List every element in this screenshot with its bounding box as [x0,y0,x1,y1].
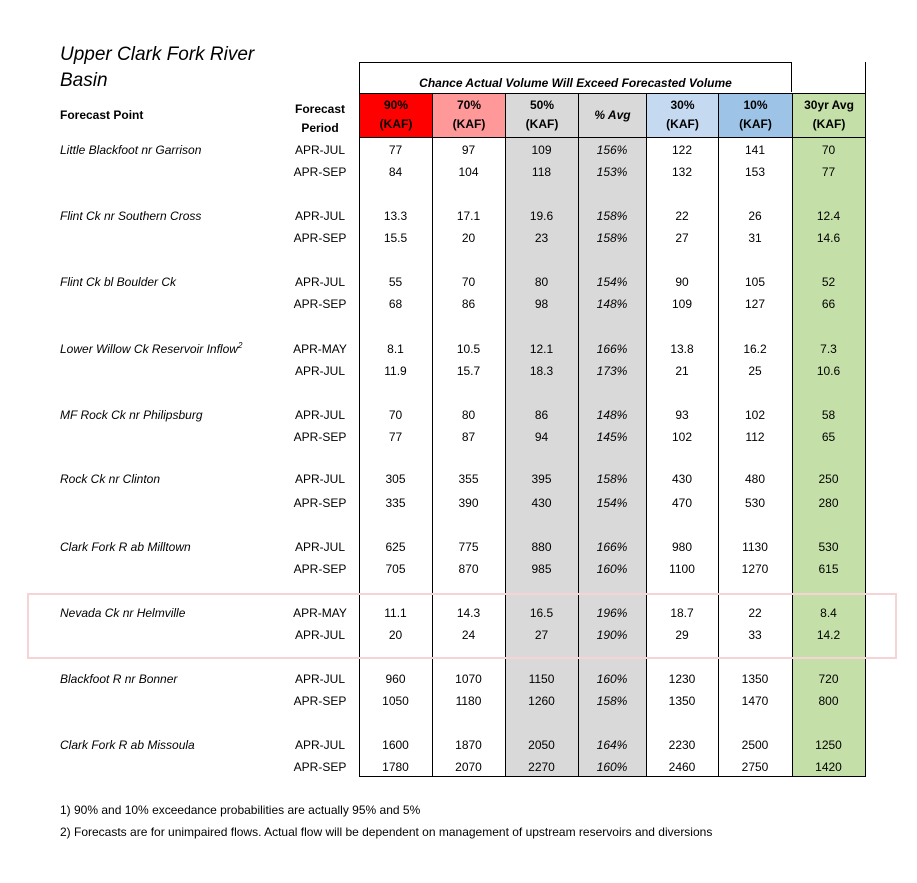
value-p90: 1780 [382,760,409,774]
value-avg30: 800 [818,694,839,708]
value-pavg: 145% [596,430,628,444]
value-p70: 355 [458,472,479,486]
column-header-p50 [505,93,578,137]
value-p10: 31 [748,231,762,245]
forecast-period: APR-JUL [294,364,345,378]
value-pavg: 164% [596,738,628,752]
value-pavg: 190% [596,628,628,642]
value-avg30: 8.4 [820,606,837,620]
value-p70: 17.1 [456,209,481,223]
value-pavg: 166% [596,540,628,554]
value-p50: 118 [531,165,552,179]
forecast-point-label: Blackfoot R nr Bonner [60,672,178,686]
column-header-line-1: 30% [670,98,695,112]
forecast-point-name [60,404,285,426]
value-p70: 70 [461,275,476,289]
value-pavg: 153% [596,165,628,179]
table-row [0,338,917,360]
value-p70: 1180 [455,694,482,708]
column-header-line-2: (KAF) [525,117,559,131]
value-p50: 16.5 [529,606,554,620]
column-header-line-1: 90% [383,98,409,112]
grid-hline-header-bottom [359,137,866,138]
table-row [0,734,917,756]
value-p30: 1350 [668,694,696,708]
value-p10: 2500 [741,738,769,752]
value-p90: 705 [385,562,406,576]
table-row [0,690,917,712]
value-p70: 97 [461,143,476,157]
forecast-period: APR-MAY [293,606,347,620]
value-p30: 90 [675,275,689,289]
value-avg30: 250 [818,472,839,486]
forecast-period: APR-JUL [294,672,345,686]
forecast-point-name [60,205,285,227]
value-p10: 22 [748,606,762,620]
column-header-line-1: % Avg [594,107,631,122]
forecast-period: APR-JUL [294,143,345,157]
value-p10: 153 [744,165,766,179]
column-header-line-1: 50% [529,98,555,112]
value-p70: 1070 [455,672,482,686]
forecast-period: APR-SEP [293,231,347,245]
forecast-point-label: Little Blackfoot nr Garrison [60,143,202,157]
value-p90: 11.1 [384,606,407,620]
value-avg30: 1420 [815,760,842,774]
forecast-point-name [60,271,285,293]
forecast-point-label: MF Rock Ck nr Philipsburg [60,408,203,422]
basin-title-line-1: Upper Clark Fork River [60,44,255,65]
footnote-1: 1) 90% and 10% exceedance probabilities are actually 95% and 5% [60,803,421,817]
value-avg30: 66 [821,297,836,311]
value-p70: 104 [458,165,479,179]
value-avg30: 10.6 [816,364,841,378]
value-pavg: 154% [596,275,628,289]
value-pavg: 166% [596,342,628,356]
group-header: Chance Actual Volume Will Exceed Forecasted Volume [419,76,732,90]
forecast-period: APR-SEP [293,430,347,444]
value-pavg: 158% [596,209,628,223]
value-p10: 1130 [742,540,768,554]
value-avg30: 70 [821,143,836,157]
value-p70: 80 [461,408,476,422]
value-p70: 390 [458,496,479,510]
value-p90: 55 [388,275,403,289]
value-p50: 395 [531,472,552,486]
column-header-line-2: (KAF) [812,117,846,131]
forecast-point-label: Flint Ck nr Southern Cross [60,209,202,223]
value-p30: 29 [675,628,689,642]
forecast-period: APR-JUL [294,472,345,486]
value-p90: 77 [388,430,403,444]
basin-title-line-2: Basin [60,70,108,91]
value-p30: 2230 [668,738,696,752]
forecast-period-header [287,100,353,138]
value-p70: 10.5 [456,342,481,356]
table-row [0,161,917,183]
value-pavg: 156% [596,143,628,157]
value-avg30: 77 [821,165,836,179]
value-p50: 19.6 [529,209,554,223]
value-p70: 2070 [455,760,482,774]
value-p10: 25 [748,364,762,378]
value-p70: 86 [461,297,476,311]
value-p90: 8.1 [387,342,404,356]
value-p30: 102 [671,430,693,444]
value-p90: 13.3 [383,209,408,223]
table-row [0,468,917,490]
column-header-line-2: (KAF) [739,117,772,131]
value-avg30: 530 [818,540,839,554]
value-p50: 1150 [528,672,555,686]
table-row [0,756,917,778]
value-p30: 18.7 [670,606,694,620]
value-p30: 1230 [668,672,696,686]
table-row [0,426,917,448]
value-p50: 2050 [528,738,555,752]
table-row [0,139,917,161]
column-header-line-2: (KAF) [452,117,486,131]
column-header-line-2: (KAF) [666,117,699,131]
value-p70: 870 [458,562,479,576]
value-p50: 109 [531,143,552,157]
forecast-point-label: Clark Fork R ab Milltown [60,540,191,554]
value-pavg: 158% [596,472,628,486]
column-header-p70 [432,93,505,137]
footnote-marker: 2 [237,341,243,350]
forecast-point-name [60,734,285,756]
value-p70: 20 [461,231,476,245]
value-avg30: 58 [821,408,836,422]
table-row [0,271,917,293]
value-avg30: 65 [821,430,836,444]
value-p30: 132 [671,165,693,179]
forecast-period: APR-JUL [294,209,345,223]
value-p30: 109 [671,297,693,311]
forecast-period: APR-JUL [294,540,345,554]
value-p30: 22 [675,209,689,223]
value-pavg: 148% [596,297,628,311]
table-row [0,668,917,690]
value-avg30: 52 [821,275,836,289]
forecast-period-header-line-1: Forecast [294,102,346,116]
highlighted-station-box [27,593,897,659]
value-p10: 141 [744,143,766,157]
value-p10: 16.2 [743,342,767,356]
forecast-period: APR-MAY [293,342,347,356]
column-header-pavg [578,93,646,137]
value-p50: 2270 [528,760,555,774]
table-row [0,293,917,315]
value-p90: 68 [388,297,403,311]
value-p50: 430 [531,496,552,510]
value-p70: 87 [461,430,476,444]
value-pavg: 148% [596,408,628,422]
forecast-period: APR-SEP [293,496,347,510]
value-p70: 24 [461,628,476,642]
value-p50: 1260 [528,694,555,708]
column-header-p30 [646,93,718,137]
value-avg30: 14.6 [816,231,841,245]
value-pavg: 160% [596,672,628,686]
value-p90: 625 [385,540,406,554]
table-row [0,205,917,227]
forecast-point-label: Nevada Ck nr Helmville [60,606,186,620]
value-p30: 980 [671,540,693,554]
value-p70: 15.7 [456,364,481,378]
forecast-point-label: Flint Ck bl Boulder Ck [60,275,177,289]
value-p10: 480 [744,472,766,486]
column-header-p10 [718,93,792,137]
forecast-period: APR-JUL [294,738,345,752]
forecast-period: APR-JUL [294,408,345,422]
value-p90: 305 [385,472,406,486]
column-header-line-2: (KAF) [379,117,413,131]
column-header-line-1: 70% [456,98,482,112]
table-row [0,227,917,249]
value-pavg: 173% [596,364,628,378]
value-avg30: 1250 [815,738,842,752]
forecast-period: APR-SEP [293,297,347,311]
value-p90: 77 [388,143,403,157]
forecast-period: APR-SEP [293,760,347,774]
value-pavg: 154% [596,496,628,510]
value-p50: 98 [534,297,549,311]
value-p50: 18.3 [529,364,554,378]
value-p10: 105 [744,275,766,289]
value-p90: 960 [385,672,406,686]
forecast-point-name [60,139,285,161]
value-p30: 93 [675,408,689,422]
forecast-period: APR-JUL [294,275,345,289]
value-p30: 1100 [669,562,695,576]
value-pavg: 158% [596,231,628,245]
forecast-point-name [60,338,285,360]
value-avg30: 12.4 [816,209,841,223]
column-header-avg30 [792,93,865,137]
value-avg30: 615 [818,562,839,576]
forecast-point-label: Rock Ck nr Clinton [60,472,161,486]
value-p10: 33 [748,628,762,642]
value-pavg: 160% [596,562,628,576]
value-avg30: 7.3 [820,342,837,356]
value-p90: 335 [385,496,406,510]
column-header-line-1: 10% [743,98,768,112]
table-row [0,360,917,382]
value-p10: 26 [748,209,762,223]
grid-hline-header-top [359,93,866,94]
value-p30: 122 [671,143,693,157]
value-p10: 1470 [741,694,769,708]
value-avg30: 720 [818,672,839,686]
value-p70: 1870 [455,738,482,752]
forecast-point-name [60,468,285,490]
value-p50: 12.1 [529,342,554,356]
value-p30: 27 [675,231,689,245]
value-p10: 2750 [741,760,769,774]
value-p90: 15.5 [383,231,408,245]
value-p70: 14.3 [456,606,481,620]
value-p10: 530 [744,496,766,510]
value-p90: 1050 [382,694,409,708]
value-p50: 80 [534,275,549,289]
forecast-period: APR-SEP [293,694,347,708]
column-header-line-1: 30yr Avg [804,98,854,112]
column-header-p90 [359,93,432,137]
value-pavg: 158% [596,694,628,708]
forecast-period: APR-SEP [293,165,347,179]
value-p30: 21 [675,364,689,378]
table-row [0,558,917,580]
value-avg30: 14.2 [816,628,841,642]
value-avg30: 280 [818,496,839,510]
footnote-2: 2) Forecasts are for unimpaired flows. Actual flow will be dependent on management of upstream reservoirs and diversions [60,825,713,839]
table-row [0,536,917,558]
value-p50: 86 [534,408,549,422]
forecast-period: APR-JUL [294,628,345,642]
table-row [0,492,917,514]
forecast-point-name [60,536,285,558]
value-p10: 1350 [741,672,769,686]
value-p30: 13.8 [670,342,694,356]
value-p10: 1270 [741,562,769,576]
value-p30: 2460 [668,760,696,774]
value-p10: 102 [744,408,766,422]
value-p50: 27 [534,628,549,642]
forecast-period: APR-SEP [293,562,347,576]
value-p50: 23 [534,231,549,245]
value-p10: 112 [745,430,765,444]
value-p50: 880 [531,540,552,554]
forecast-point-name [60,668,285,690]
forecast-period-header-line-2: Period [301,121,339,135]
value-p10: 127 [744,297,766,311]
table-row [0,404,917,426]
value-p90: 84 [388,165,403,179]
value-p90: 70 [388,408,403,422]
forecast-point-label: Lower Willow Ck Reservoir Inflow [60,342,238,356]
forecast-point-label: Clark Fork R ab Missoula [60,738,195,752]
value-p70: 775 [458,540,479,554]
value-p30: 430 [671,472,693,486]
forecast-point-header: Forecast Point [60,108,144,122]
value-p90: 1600 [382,738,409,752]
value-p90: 11.9 [384,364,407,378]
value-p50: 985 [531,562,552,576]
value-p50: 94 [534,430,549,444]
value-p30: 470 [671,496,693,510]
value-p90: 20 [388,628,403,642]
value-pavg: 160% [596,760,628,774]
value-pavg: 196% [596,606,628,620]
